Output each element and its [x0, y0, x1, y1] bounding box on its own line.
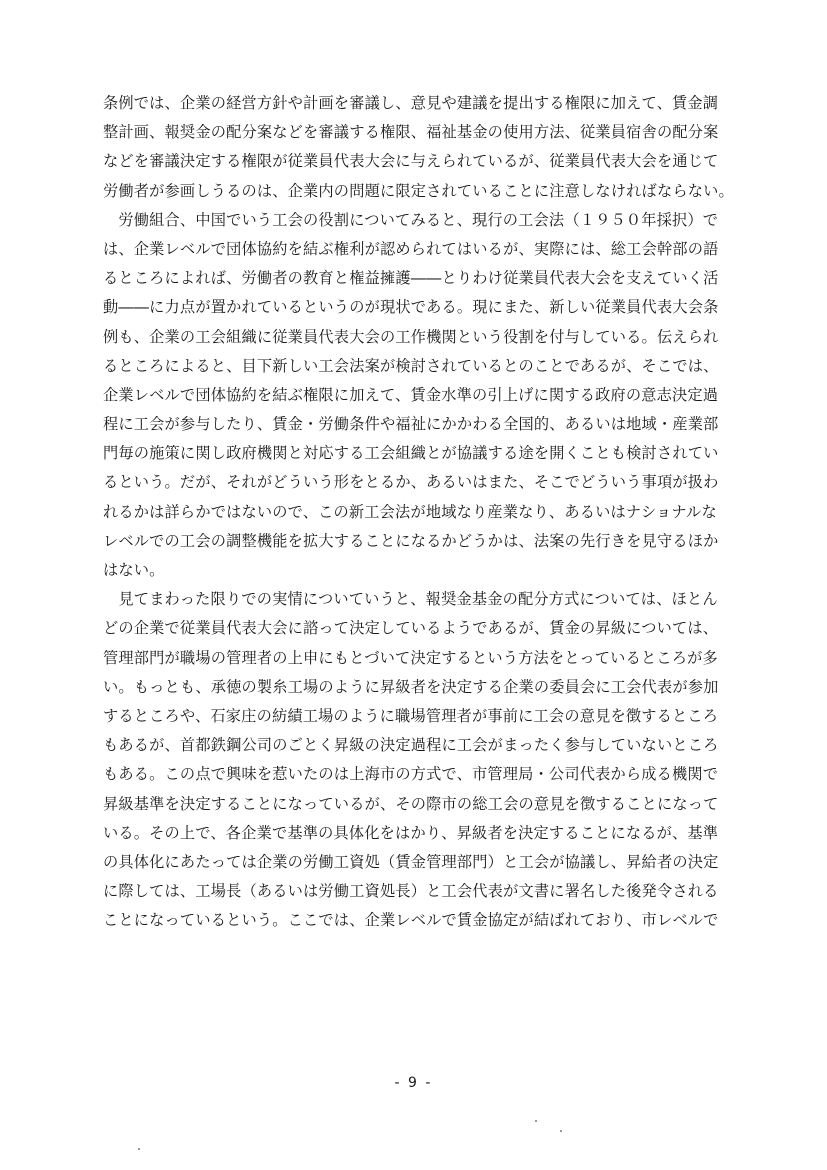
text-line: るところによると、目下新しい工会法案が検討されているとのことであるが、そこでは、	[103, 356, 719, 375]
text-line: 見てまわった限りでの実情についていうと、報奨金基金の配分方式については、ほとん	[103, 590, 718, 609]
text-line: 程に工会が参与したり、賃金・労働条件や福祉にかかわる全国的、あるいは地域・産業部	[103, 415, 719, 434]
text-line: レベルでの工会の調整機能を拡大することになるかどうかは、法案の先行きを見守るほか	[103, 531, 719, 550]
text-line: 例も、企業の工会組織に従業員代表大会の工作機関という役割を付与している。伝えられ	[103, 327, 719, 346]
page-number: - 9 -	[394, 1075, 433, 1091]
text-line: るという。だが、それがどういう形をとるか、あるいはまた、そこでどういう事項が扱わ	[103, 473, 719, 492]
text-line: 門毎の施策に関し政府機関と対応する工会組織とが協議する途を開くことも検討されてい	[103, 444, 719, 463]
text-line: いる。その上で、各企業で基準の具体化をはかり、昇級者を決定することになるが、基準	[103, 823, 719, 842]
text-line: るところによれば、労働者の教育と権益擁護――とりわけ従業員代表大会を支えていく活	[103, 269, 719, 288]
text-line: 労働組合、中国でいう工会の役割についてみると、現行の工会法（１９５０年採択）で	[103, 210, 719, 229]
text-line: もあるが、首都鉄鋼公司のごとく昇級の決定過程に工会がまったく参与していないところ	[103, 736, 719, 755]
scan-speck	[560, 1130, 562, 1132]
body-text	[103, 89, 743, 935]
text-line: などを審議決定する権限が従業員代表大会に与えられているが、従業員代表大会を通じて	[103, 152, 719, 171]
text-line: れるかは詳らかではないので、この新工会法が地域なり産業なり、あるいはナショナルな	[103, 502, 717, 521]
text-line: い。もっとも、承徳の製糸工場のように昇級者を決定する企業の委員会に工会代表が参加	[103, 677, 719, 696]
text-line: ことになっているという。ここでは、企業レベルで賃金協定が結ばれており、市レベルで	[103, 911, 719, 930]
text-line: の具体化にあたっては企業の労働工資処（賃金管理部門）と工会が協議し、昇給者の決定	[103, 852, 719, 871]
text-line: 整計画、報奨金の配分案などを審議する権限、福祉基金の使用方法、従業員宿舎の配分案	[103, 123, 719, 142]
text-line: 昇級基準を決定することになっているが、その際市の総工会の意見を徴することになって	[103, 794, 719, 813]
text-line: 動――に力点が置かれているというのが現状である。現にまた、新しい従業員代表大会条	[103, 298, 719, 317]
scan-speck	[535, 1120, 537, 1122]
text-line: するところや、石家庄の紡績工場のように職場管理者が事前に工会の意見を徴するところ	[103, 706, 719, 725]
text-line: に際しては、工場長（あるいは労働工資処長）と工会代表が文書に署名した後発令される	[103, 882, 719, 901]
text-line: はない。	[103, 561, 165, 579]
text-line: 管理部門が職場の管理者の上申にもとづいて決定するという方法をとっているところが多	[103, 648, 718, 667]
text-line: もある。この点で興味を惹いたのは上海市の方式で、市管理局・公司代表から成る機関で	[103, 765, 719, 784]
text-line: 労働者が参画しうるのは、企業内の問題に限定されていることに注意しなければならない。	[103, 181, 734, 200]
text-line: どの企業で従業員代表大会に諮って決定しているようであるが、賃金の昇級については、	[103, 619, 719, 638]
text-line: 企業レベルで団体協約を結ぶ権限に加えて、賃金水準の引上げに関する政府の意志決定過	[103, 385, 719, 404]
scan-speck	[138, 1148, 140, 1150]
text-line: は、企業レベルで団体協約を結ぶ権利が認められてはいるが、実際には、総工会幹部の語	[103, 239, 719, 258]
text-line: 条例では、企業の経営方針や計画を審議し、意見や建議を提出する権限に加えて、賃金調	[103, 94, 719, 112]
